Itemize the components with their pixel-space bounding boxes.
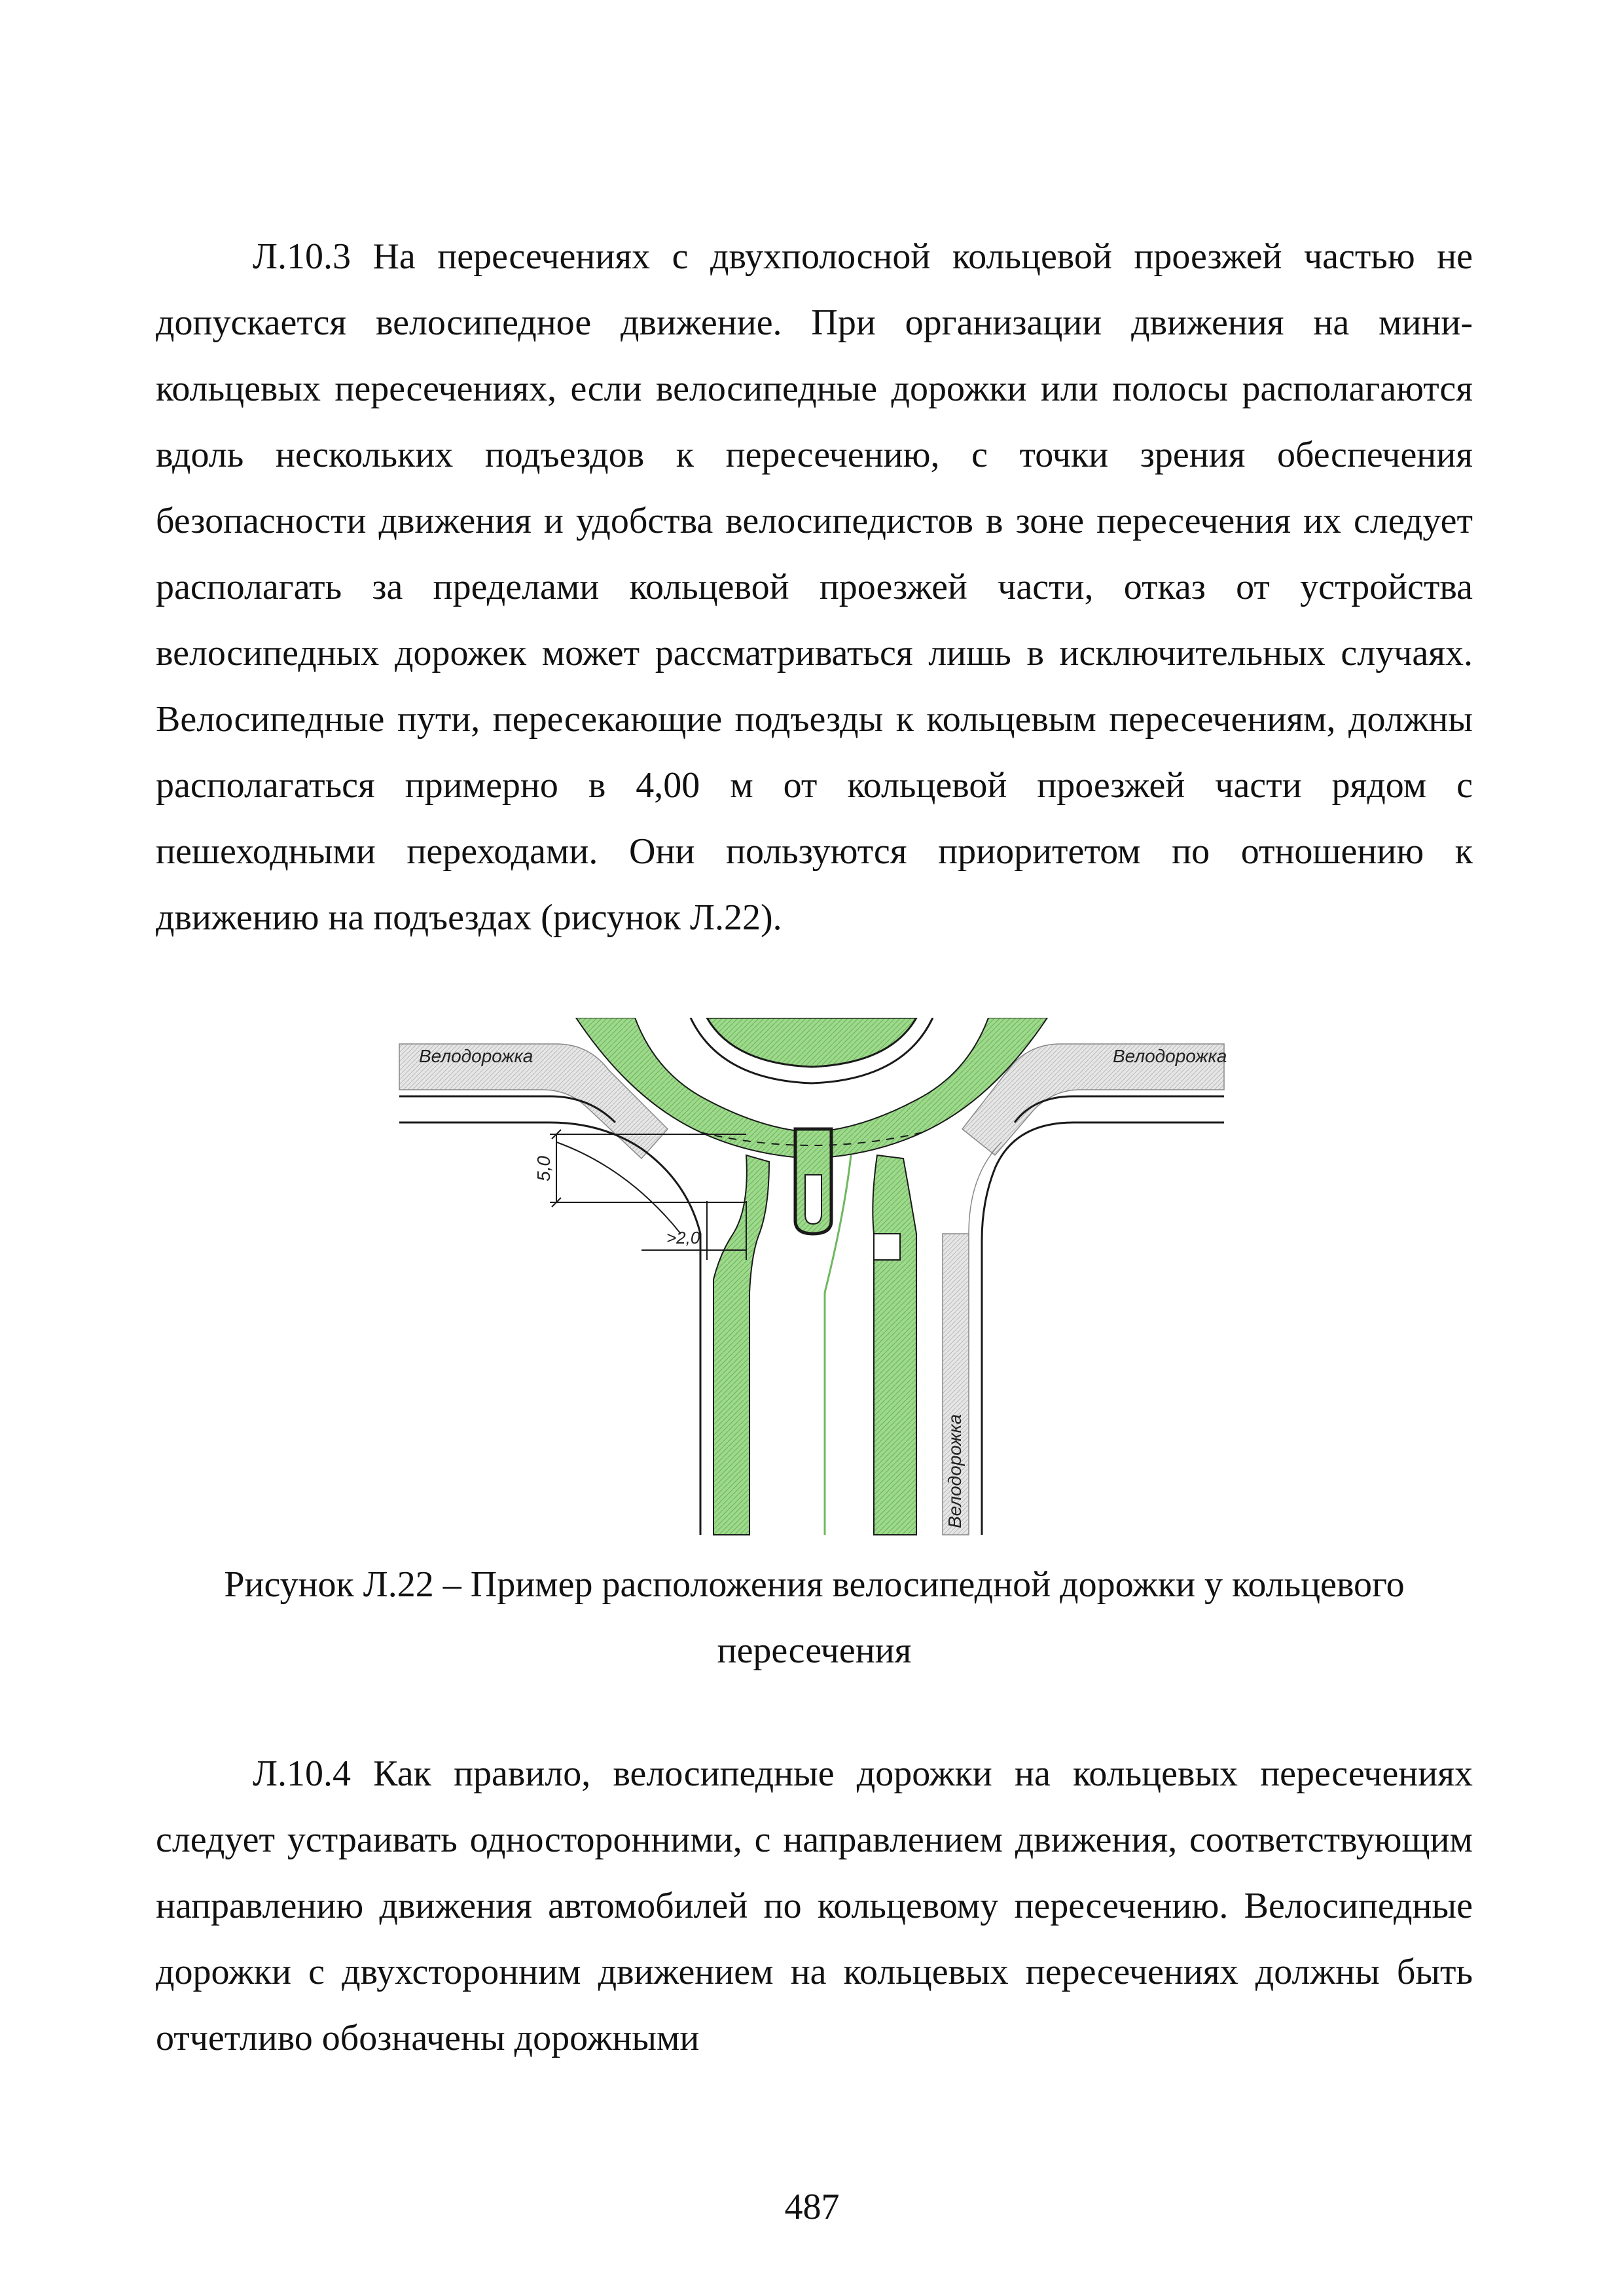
figure-caption: Рисунок Л.22 – Пример расположения велосипедной дорожки у кольцевого пересечения bbox=[224, 1564, 1405, 1671]
road-edge-left bbox=[399, 1122, 700, 1535]
label-bike-path-left: Велодорожка bbox=[419, 1046, 533, 1066]
paragraph-l10-3: Л.10.3 На пересечениях с двухполосной кольцевой проезжей частью не допускается велосипедное движение. При организации движения на мини-кольцевых пересечениях, если велосипедные дорожки или полосы располагаются вдоль нескольких подъездов к пересечению, с точки зрения обеспечения безопасности движения и удобства велосипедистов в зоне пересечения их следует располагать за пределами кольцевой проезжей части, отказ от устройства велосипедных дорожек может рассматриваться лишь в исключительных случаях. Велосипедные пути, пересекающие подъезды к кольцевым пересечениям, должны располагаться примерно в 4,00 м от кольцевой проезжей части рядом с пешеходными переходами. Они пользуются приоритетом по отношению к движению на подъездах (рисунок Л.22). bbox=[156, 236, 1473, 938]
figure-roundabout-bike-path bbox=[393, 1018, 1231, 1541]
label-bike-path-right: Велодорожка bbox=[1113, 1046, 1227, 1066]
central-island bbox=[707, 1018, 916, 1067]
page-number: 487 bbox=[784, 2187, 840, 2227]
roundabout-diagram bbox=[393, 1018, 1231, 1541]
label-bike-path-bottom: Велодорожка bbox=[945, 1414, 965, 1528]
green-strip-left bbox=[713, 1155, 769, 1535]
dimension-label-vertical: 5,0 bbox=[533, 1156, 554, 1181]
green-strip-right bbox=[873, 1155, 916, 1535]
road-edge-right bbox=[982, 1122, 1224, 1535]
paragraph-l10-4: Л.10.4 Как правило, велосипедные дорожки на кольцевых пересечениях следует устраивать односторонними, с направлением движения, соответствующим направлению движения автомобилей по кольцевому пересечению. Велосипедные дорожки с двухсторонним движением на кольцевых пересечениях должны быть отчетливо обозначены дорожными bbox=[156, 1753, 1473, 2058]
dimension-label-horizontal: >2,0 bbox=[666, 1228, 700, 1247]
